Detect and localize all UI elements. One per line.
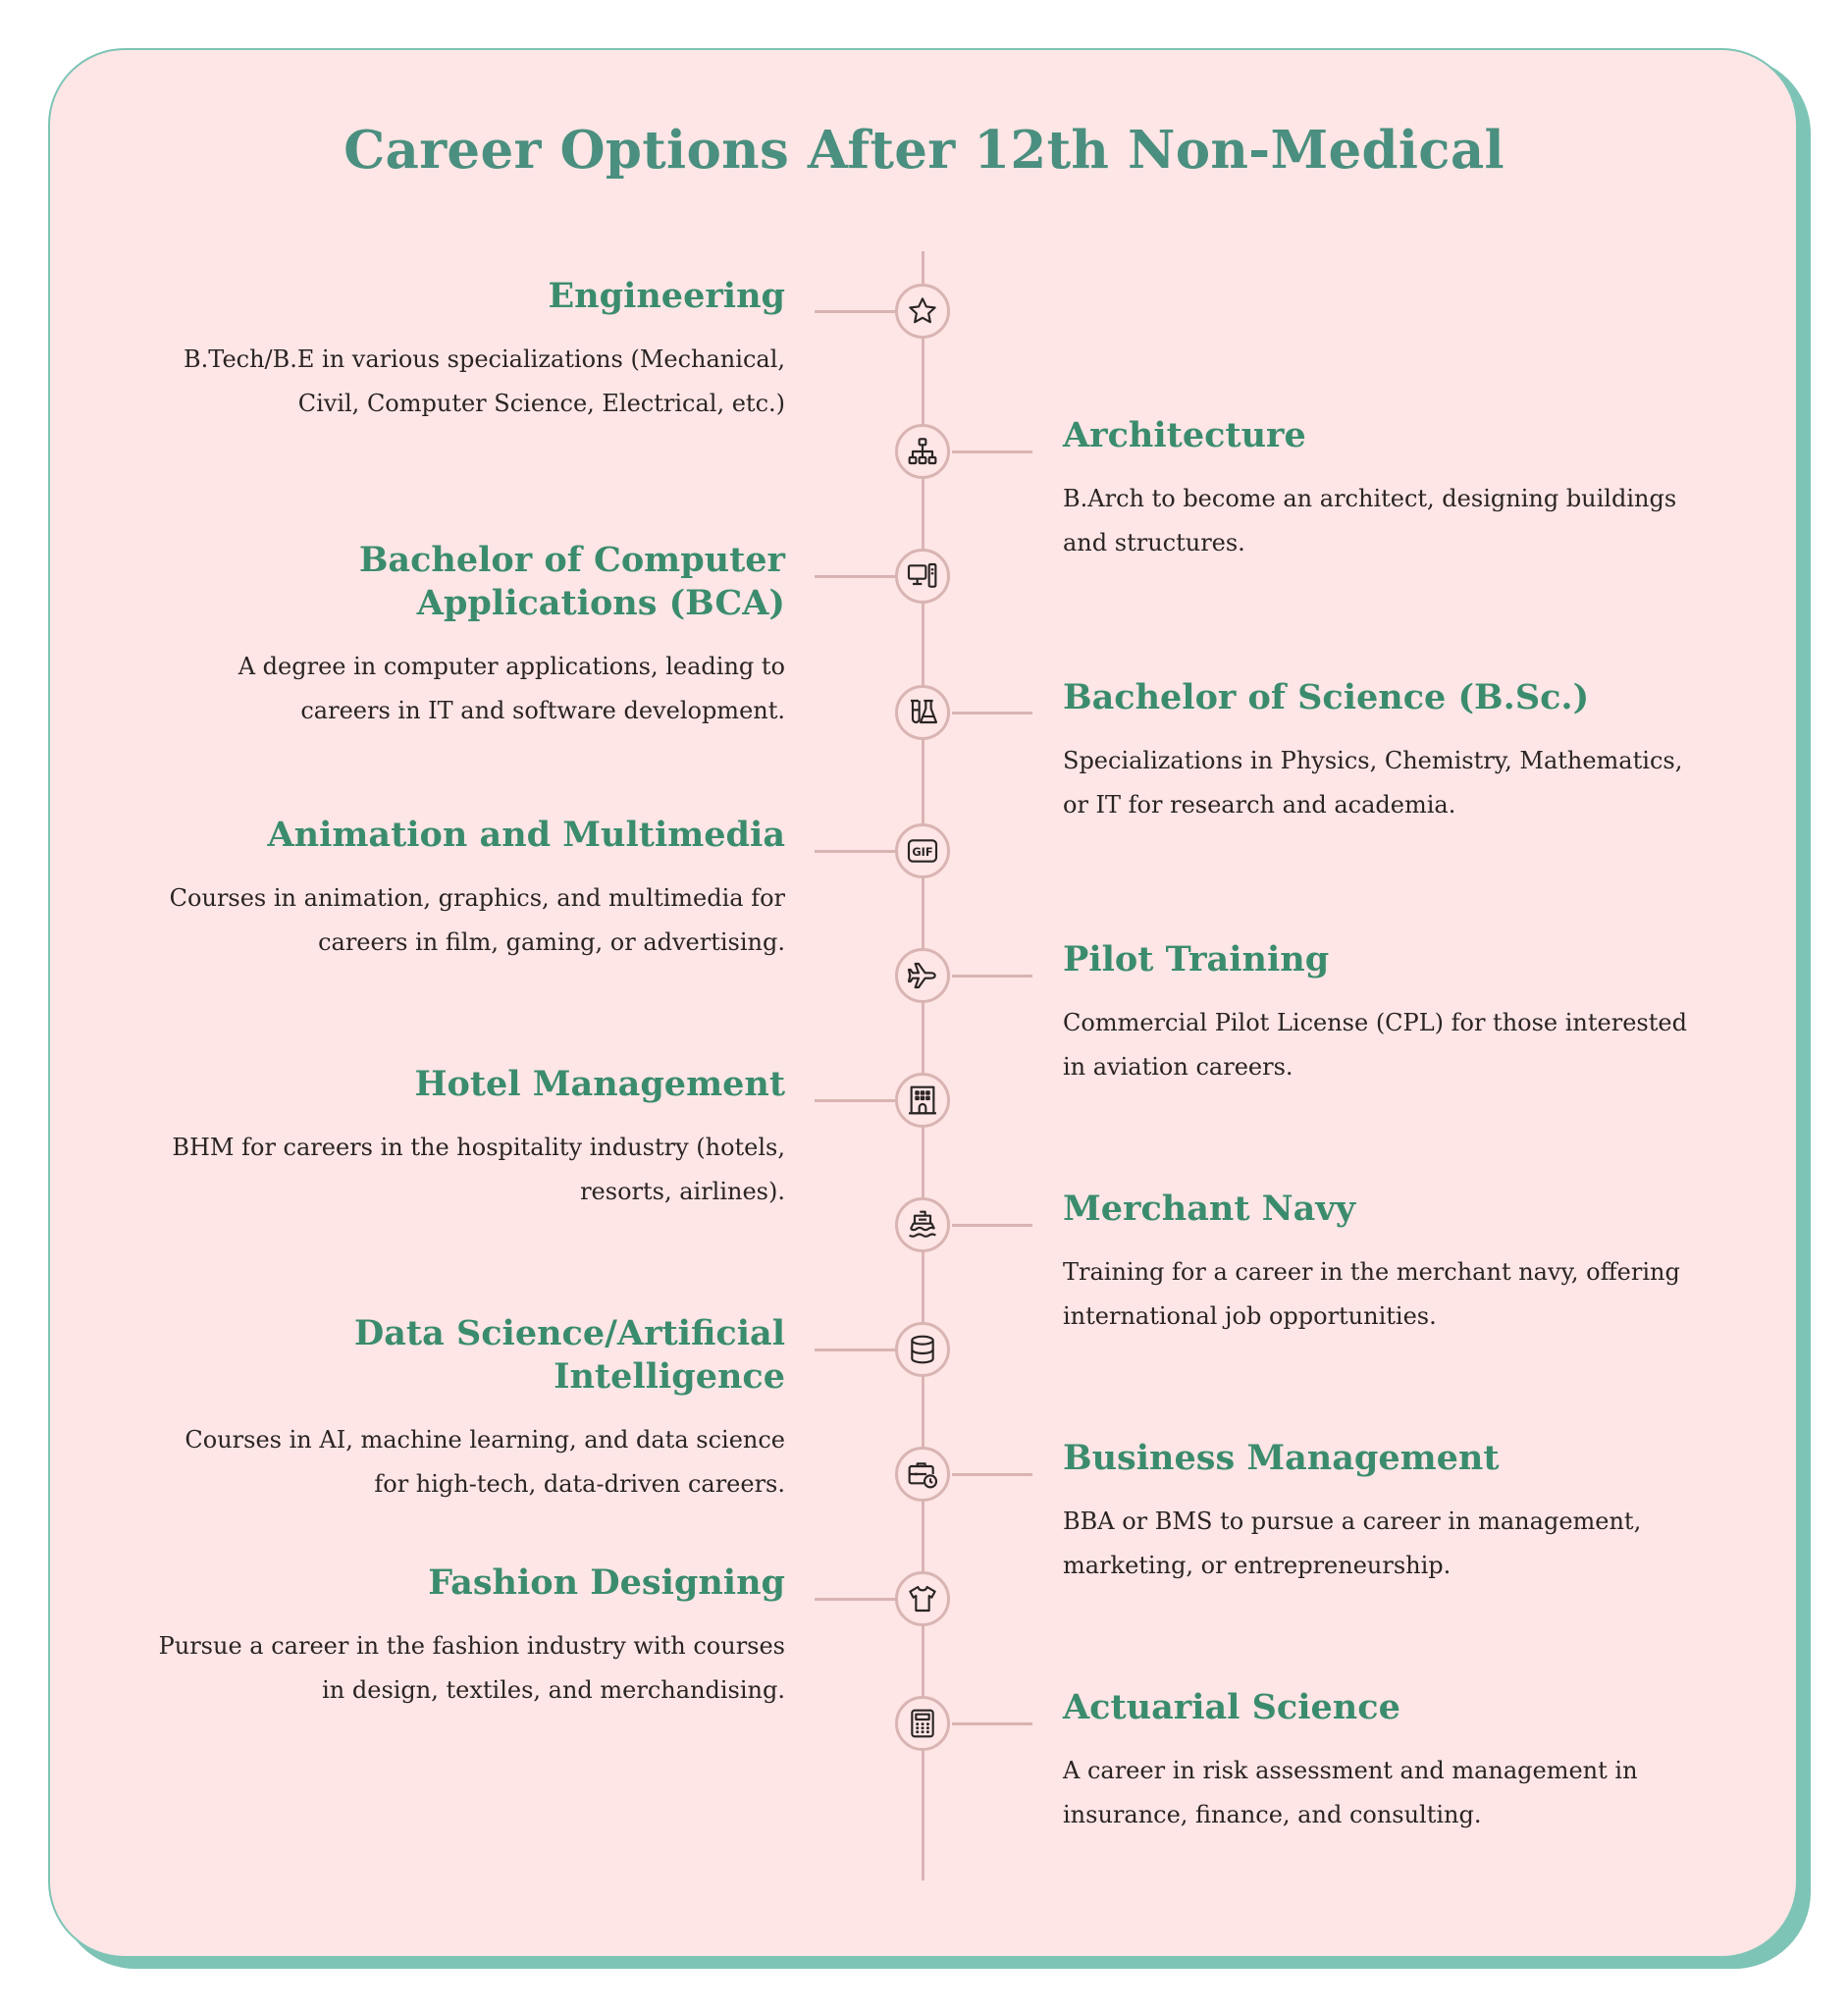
timeline-connector	[952, 450, 1032, 453]
timeline-connector	[815, 1349, 895, 1351]
timeline-spine	[922, 251, 924, 1880]
timeline-node-bca	[895, 549, 950, 604]
career-description: Specializations in Physics, Chemistry, Mathematics, or IT for research and academia.	[1063, 747, 1683, 819]
career-description: Courses in AI, machine learning, and data science for high-tech, data-driven careers.	[185, 1426, 785, 1498]
hotel-building-icon	[907, 1084, 938, 1116]
career-description: A degree in computer applications, leading to careers in IT and software development.	[238, 653, 785, 724]
career-item-merchant-navy	[1063, 1188, 1691, 1339]
career-description: BBA or BMS to pursue a career in management, marketing, or entrepreneurship.	[1063, 1508, 1642, 1579]
career-title: Engineering	[548, 276, 785, 316]
career-title: Architecture	[1063, 415, 1306, 455]
timeline-node-pilot	[895, 948, 950, 1003]
timeline-node-engineering	[895, 284, 950, 339]
timeline-connector	[952, 975, 1032, 978]
career-item-data-science	[157, 1312, 785, 1507]
career-title: Merchant Navy	[1063, 1189, 1356, 1229]
career-item-business	[1063, 1437, 1691, 1588]
career-description: A career in risk assessment and management in insurance, finance, and consulting.	[1063, 1757, 1638, 1828]
career-title: Actuarial Science	[1063, 1687, 1400, 1727]
timeline-node-architecture	[895, 424, 950, 479]
career-item-architecture	[1063, 414, 1691, 565]
timeline-connector	[815, 1598, 895, 1601]
career-item-pilot	[1063, 938, 1691, 1089]
timeline-connector	[952, 1224, 1032, 1227]
timeline-node-fashion	[895, 1571, 950, 1626]
timeline-connector	[952, 1722, 1032, 1725]
timeline-connector	[815, 1099, 895, 1102]
desktop-computer-icon	[907, 560, 938, 592]
career-item-fashion	[157, 1561, 785, 1713]
timeline-connector	[952, 1473, 1032, 1476]
svg-text:GIF: GIF	[912, 844, 933, 859]
career-description: Pursue a career in the fashion industry with courses in design, textiles, and merchandising.	[158, 1632, 785, 1704]
tshirt-icon	[907, 1583, 938, 1614]
calculator-icon	[907, 1708, 938, 1739]
timeline-connector	[815, 310, 895, 313]
sitemap-icon	[907, 436, 938, 467]
timeline-connector	[815, 575, 895, 578]
gif-icon	[907, 835, 938, 867]
timeline-node-hotel	[895, 1073, 950, 1128]
career-title: Bachelor of Computer Applications (BCA)	[358, 540, 785, 623]
career-title: Bachelor of Science (B.Sc.)	[1063, 677, 1590, 717]
timeline-connector	[815, 850, 895, 853]
career-description: Commercial Pilot License (CPL) for those interested in aviation careers.	[1063, 1009, 1687, 1081]
timeline-node-data-science	[895, 1322, 950, 1377]
timeline-node-bsc	[895, 685, 950, 740]
career-item-engineering	[157, 275, 785, 426]
timeline-node-actuarial	[895, 1696, 950, 1751]
career-description: BHM for careers in the hospitality industry (hotels, resorts, airlines).	[172, 1134, 785, 1205]
career-title: Fashion Designing	[428, 1562, 785, 1603]
career-item-actuarial	[1063, 1686, 1691, 1837]
ship-icon	[907, 1209, 938, 1241]
page-title: Career Options After 12th Non-Medical	[343, 120, 1505, 181]
career-description: B.Tech/B.E in various specializations (Mechanical, Civil, Computer Science, Electrical, etc.)	[184, 345, 785, 417]
career-title: Pilot Training	[1063, 939, 1330, 979]
star-icon	[907, 295, 938, 327]
career-description: Training for a career in the merchant navy, offering international job opportunities.	[1063, 1258, 1680, 1330]
career-title: Hotel Management	[414, 1064, 785, 1104]
career-item-bca	[157, 539, 785, 733]
career-title: Business Management	[1063, 1438, 1500, 1478]
timeline-connector	[952, 712, 1032, 714]
career-item-bsc	[1063, 676, 1691, 827]
timeline-node-animation	[895, 823, 950, 878]
career-description: B.Arch to become an architect, designing buildings and structures.	[1063, 485, 1677, 556]
career-description: Courses in animation, graphics, and multimedia for careers in film, gaming, or advertising.	[169, 884, 785, 956]
career-title: Data Science/Artificial Intelligence	[353, 1313, 785, 1397]
briefcase-clock-icon	[907, 1458, 938, 1490]
timeline-node-business	[895, 1447, 950, 1502]
career-title: Animation and Multimedia	[267, 815, 785, 855]
career-item-animation	[157, 814, 785, 965]
career-item-hotel	[157, 1063, 785, 1214]
timeline-node-merchant-navy	[895, 1197, 950, 1252]
flask-icon	[907, 697, 938, 728]
database-icon	[907, 1334, 938, 1365]
airplane-icon	[907, 960, 938, 991]
